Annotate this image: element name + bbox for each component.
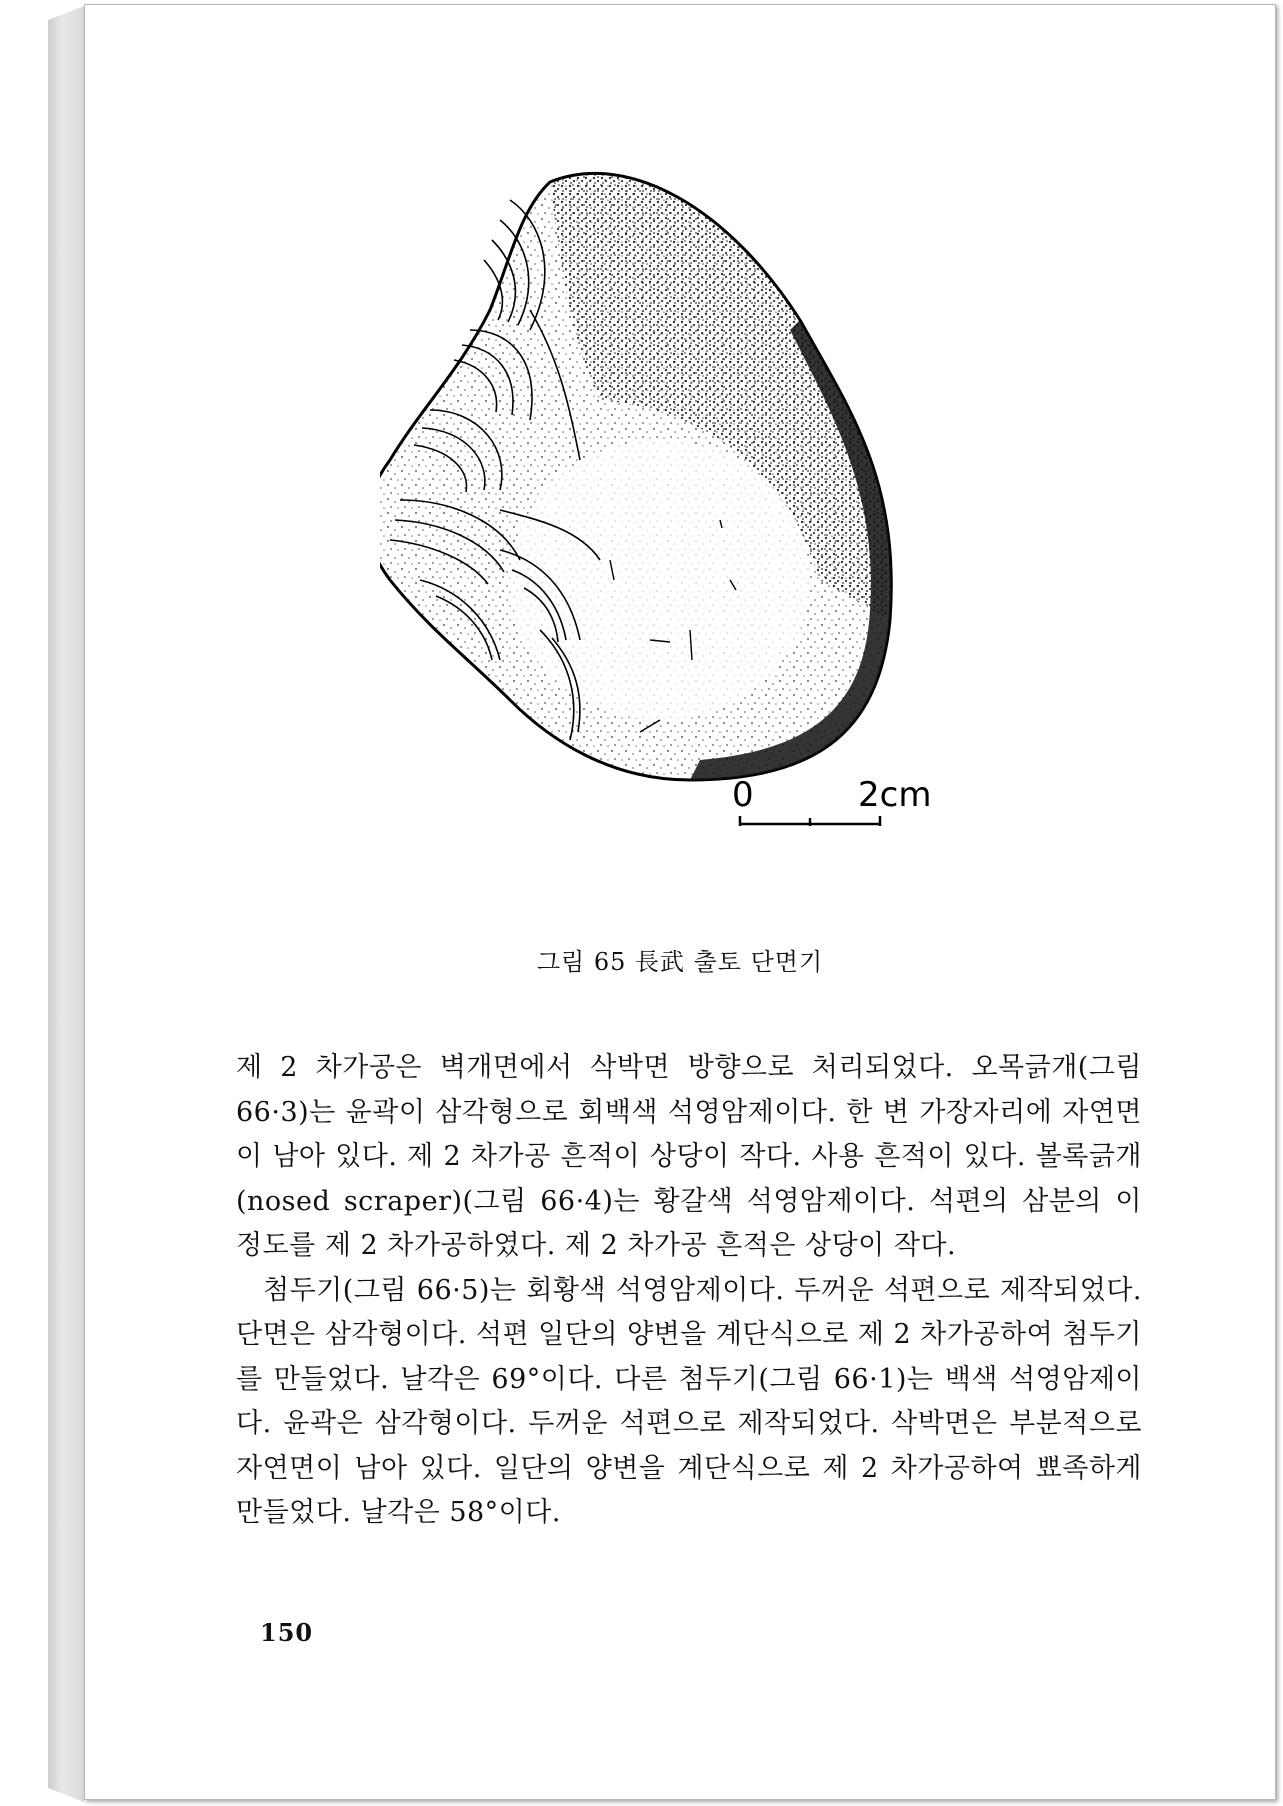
paragraph: 첨두기(그림 66·5)는 회황색 석영암제이다. 두꺼운 석편으로 제작되었다. 단면은 삼각형이다. 석편 일단의 양변을 계단식으로 제 2 차가공하여 첨두기를 만들었다. 날각은 69°이다. 다른 첨두기(그림 66·1)는 백색 석영암제이다. 윤곽은 삼각형이다. 두꺼운 석편으로 제작되었다. 삭박면은 부분적으로 자연면이 남아 있다. 일단의 양변을 계단식으로 제 2 차가공하여 뾰족하게 만들었다. 날각은 58°이다.	[236, 1274, 1142, 1528]
body-text	[236, 1046, 1142, 1536]
stone-tool-illustration	[380, 170, 1020, 930]
scale-end-label: 2cm	[858, 775, 932, 815]
page-number: 150	[260, 1618, 314, 1647]
scale-zero-label: 0	[732, 775, 754, 815]
book-spine	[48, 6, 84, 1802]
scale-bar	[732, 775, 931, 826]
paragraph: 제 2 차가공은 벽개면에서 삭박면 방향으로 처리되었다. 오목긁개(그림 66·3)는 윤곽이 삼각형으로 회백색 석영암제이다. 한 변 가장자리에 자연면이 남아 있다. 제 2 차가공 흔적이 상당이 작다. 사용 흔적이 있다. 볼록긁개(nosed scraper)(그림 66·4)는 황갈색 석영암제이다. 석편의 삼분의 이 정도를 제 2 차가공하였다. 제 2 차가공 흔적은 상당이 작다.	[236, 1052, 1142, 1261]
figure-caption: 그림 65 長武 출토 단면기	[536, 948, 824, 976]
tool-body	[380, 170, 940, 800]
